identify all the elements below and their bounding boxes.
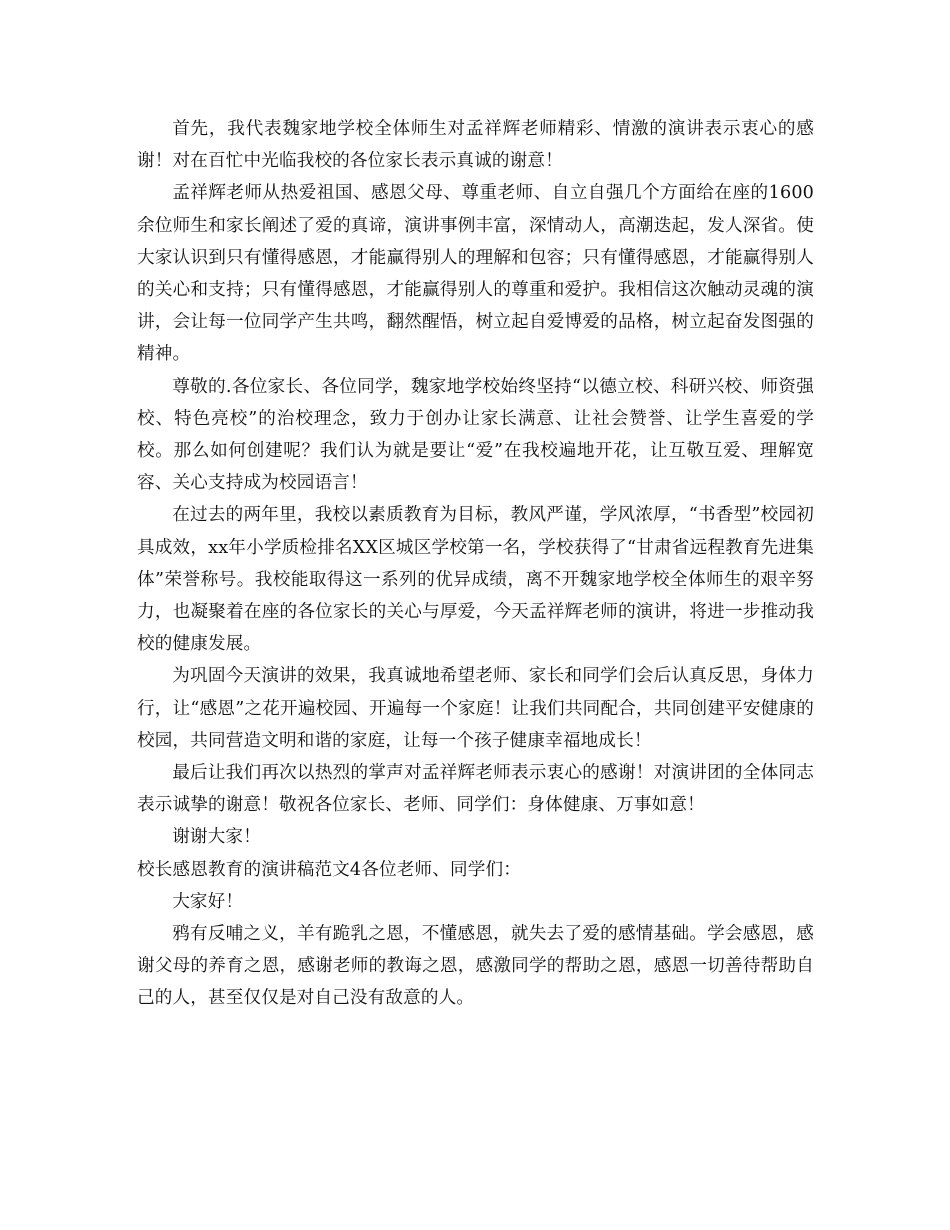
paragraph-thank-you: 谢谢大家！ — [172, 827, 261, 848]
paragraph-greeting: 大家好！ — [172, 891, 244, 912]
paragraph-school-philosophy: 尊敬的.各位家长、各位同学，魏家地学校始终坚持“以德立校、科研兴校、师资强校、特色亮校”的治校理念，致力于创办让家长满意、让社会赞誉、让学生喜爱的学校。那么如何创建呢？我们认为就是要让“爱”在我校遍地开花，让互敬互爱、理解宽容、关心支持成为校园语言！ — [137, 376, 814, 494]
section-heading: 校长感恩教育的演讲稿范文4各位老师、同学们： — [137, 859, 521, 880]
paragraph-closing-thanks: 最后让我们再次以热烈的掌声对孟祥辉老师表示衷心的感谢！对演讲团的全体同志表示诚挚的谢意！敬祝各位家长、老师、同学们：身体健康、万事如意！ — [137, 763, 814, 816]
document-body — [137, 113, 814, 1015]
paragraph-speech-summary: 孟祥辉老师从热爱祖国、感恩父母、尊重老师、自立自强几个方面给在座的1600余位师生和家长阐述了爱的真谛，演讲事例丰富，深情动人，高潮迭起，发人深省。使大家认识到只有懂得感恩，才能赢得别人的理解和包容；只有懂得感恩，才能赢得别人的关心和支持；只有懂得感恩，才能赢得别人的尊重和爱护。我相信这次触动灵魂的演讲，会让每一位同学产生共鸣，翻然醒悟，树立起自爱博爱的品格，树立起奋发图强的精神。 — [137, 183, 814, 365]
paragraph-achievements: 在过去的两年里，我校以素质教育为目标，教风严谨，学风浓厚，“书香型”校园初具成效，xx年小学质检排名XX区城区学校第一名，学校获得了“甘肃省远程教育先进集体”荣誉称号。我校能取得这一系列的优异成绩，离不开魏家地学校全体师生的艰辛努力，也凝聚着在座的各位家长的关心与厚爱，今天孟祥辉老师的演讲，将进一步推动我校的健康发展。 — [137, 505, 814, 655]
paragraph-opening-thanks: 首先，我代表魏家地学校全体师生对孟祥辉老师精彩、情激的演讲表示衷心的感谢！对在百忙中光临我校的各位家长表示真诚的谢意！ — [137, 119, 814, 172]
paragraph-gratitude-intro: 鸦有反哺之义，羊有跪乳之恩，不懂感恩，就失去了爱的感情基础。学会感恩，感谢父母的养育之恩，感谢老师的教诲之恩，感激同学的帮助之恩，感恩一切善待帮助自己的人，甚至仅仅是对自己没有敌意的人。 — [137, 924, 814, 1009]
paragraph-hopes: 为巩固今天演讲的效果，我真诚地希望老师、家长和同学们会后认真反思，身体力行，让“感恩”之花开遍校园、开遍每一个家庭！让我们共同配合，共同创建平安健康的校园，共同营造文明和谐的家庭，让每一个孩子健康幸福地成长！ — [137, 666, 814, 751]
